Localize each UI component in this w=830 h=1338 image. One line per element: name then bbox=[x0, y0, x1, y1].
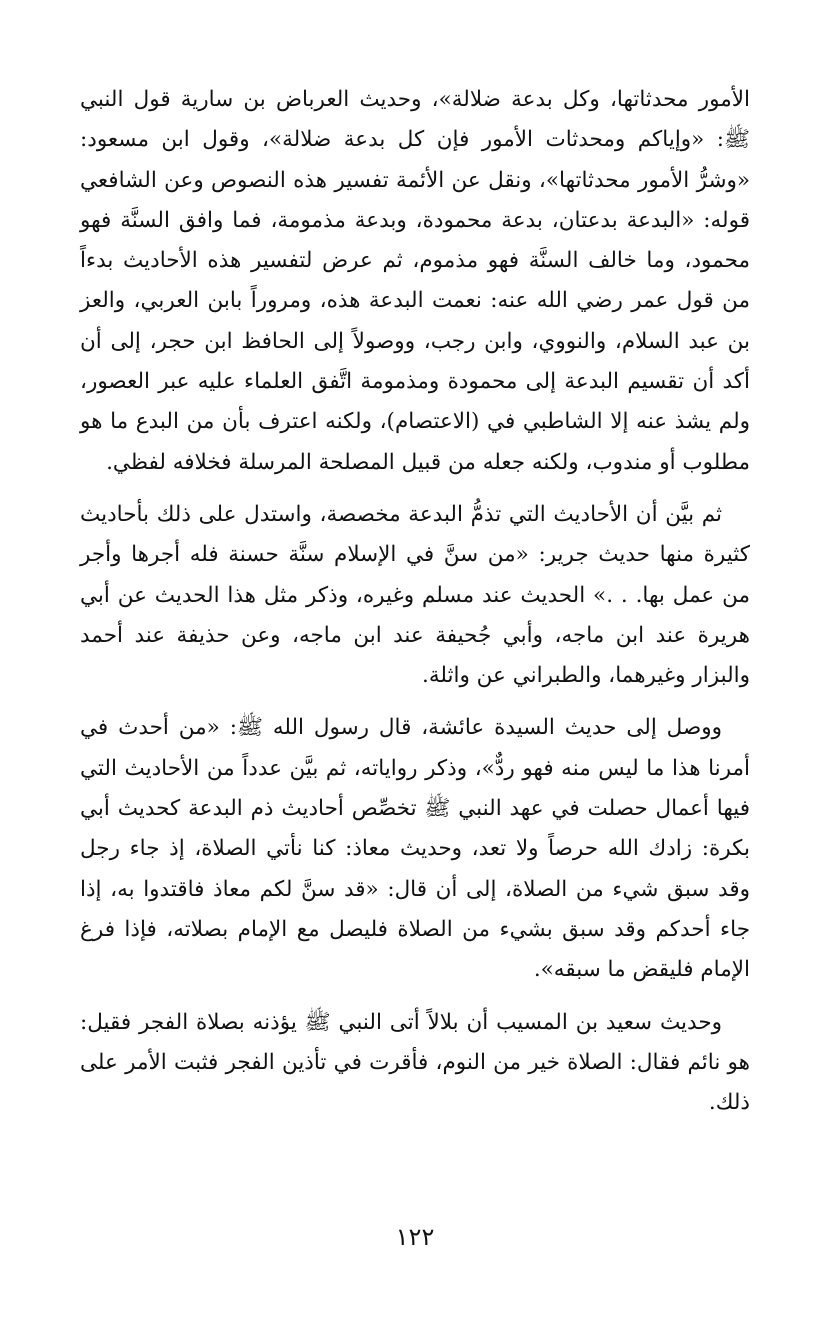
paragraph-3: ووصل إلى حديث السيدة عائشة، قال رسول الله ﷺ: «من أحدث في أمرنا هذا ما ليس منه فهو ردٌّ»، وذكر رواياته، ثم بيَّن عدداً من الأحاديث التي فيها أعمال حصلت في عهد النبي ﷺ تخصِّص أحاديث ذم البدعة كحديث أبي بكرة: زادك الله حرصاً ولا تعد، وحديث معاذ: كنا نأتي الصلاة، إذ جاء رجل وقد سبق شيء من الصلاة، إلى أن قال: «قد سنَّ لكم معاذ فاقتدوا به، إذا جاء أحدكم وقد سبق بشيء من الصلاة فليصل مع الإمام بصلاته، فإذا فرغ الإمام فليقض ما سبقه». bbox=[80, 715, 750, 983]
paragraph-4: وحديث سعيد بن المسيب أن بلالاً أتى النبي ﷺ يؤذنه بصلاة الفجر فقيل: هو نائم فقال: الصلاة خير من النوم، فأقرت في تأذين الفجر فثبت الأمر على ذلك. bbox=[80, 1009, 750, 1116]
paragraph-2: ثم بيَّن أن الأحاديث التي تذمُّ البدعة مخصصة، واستدل على ذلك بأحاديث كثيرة منها حديث جرير: «من سنَّ في الإسلام سنَّة حسنة فله أجرها وأجر من عمل بها. . .» الحديث عند مسلم وغيره، وذكر مثل هذا الحديث عن أبي هريرة عند ابن ماجه، وأبي جُحيفة عند ابن ماجه، وعن حذيفة عند أحمد والبزار وغيرهما، والطبراني عن واثلة. bbox=[80, 501, 750, 689]
paragraph-1: الأمور محدثاتها، وكل بدعة ضلالة»، وحديث العرباض بن سارية قول النبي ﷺ: «وإياكم ومحدثات الأمور فإن كل بدعة ضلالة»، وقول ابن مسعود: «وشرُّ الأمور محدثاتها»، ونقل عن الأئمة تفسير هذه النصوص وعن الشافعي قوله: «البدعة بدعتان، بدعة محمودة، وبدعة مذمومة، فما وافق السنَّة فهو محمود، وما خالف السنَّة فهو مذموم، ثم عرض لتفسير هذه الأحاديث بدءاً من قول عمر رضي الله عنه: نعمت البدعة هذه، ومروراً بابن العربي، والعز بن عبد السلام، والنووي، وابن رجب، ووصولاً إلى الحافظ ابن حجر، إلى أن أكد أن تقسيم البدعة إلى محمودة ومذمومة اتَّفق العلماء عليه عبر العصور، ولم يشذ عنه إلا الشاطبي في (الاعتصام)، ولكنه اعترف بأن من البدع ما هو مطلوب أو مندوب، ولكنه جعله من قبيل المصلحة المرسلة فخلافه لفظي. bbox=[80, 87, 750, 475]
page-number: ١٢٢ bbox=[395, 1223, 435, 1251]
body-text bbox=[80, 80, 750, 1123]
